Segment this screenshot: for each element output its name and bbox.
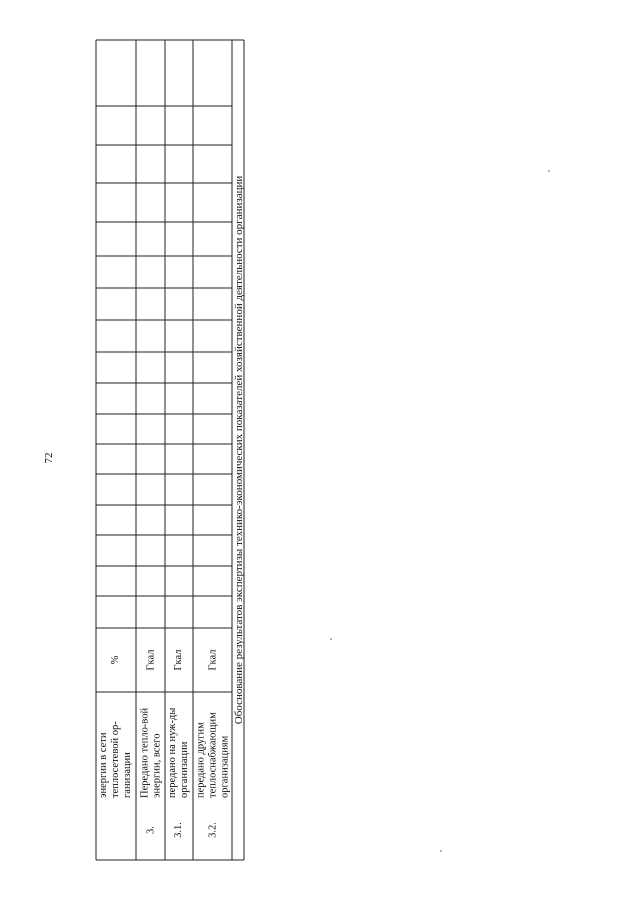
row-unit: % [110, 655, 121, 665]
row-number: 3. [144, 826, 156, 834]
page-number: 72 [43, 452, 55, 464]
scan-speck [440, 850, 442, 852]
row-name: передано другим теплоснабжающим организациям [194, 712, 230, 798]
row-unit: Гкал [173, 649, 184, 671]
row-number: 3.1. [173, 822, 184, 838]
row-number [98, 802, 134, 858]
scan-speck [330, 638, 332, 640]
scan-speck [548, 170, 550, 172]
row-unit: Гкал [206, 649, 218, 671]
row-name: передано на нуж-ды организации [167, 707, 190, 798]
row-unit: Гкал [144, 649, 156, 671]
row-name: энергии в сети теплосетевой ор-ганизации [98, 721, 133, 798]
justification-note-text: Обоснование результатов экспертизы технико-экономических показателей хозяйственной деятельности организации [233, 175, 245, 725]
justification-note [230, 40, 248, 860]
row-number: 3.2. [206, 822, 218, 838]
row-name: Передано тепло-вой энергии, всего [138, 707, 162, 798]
